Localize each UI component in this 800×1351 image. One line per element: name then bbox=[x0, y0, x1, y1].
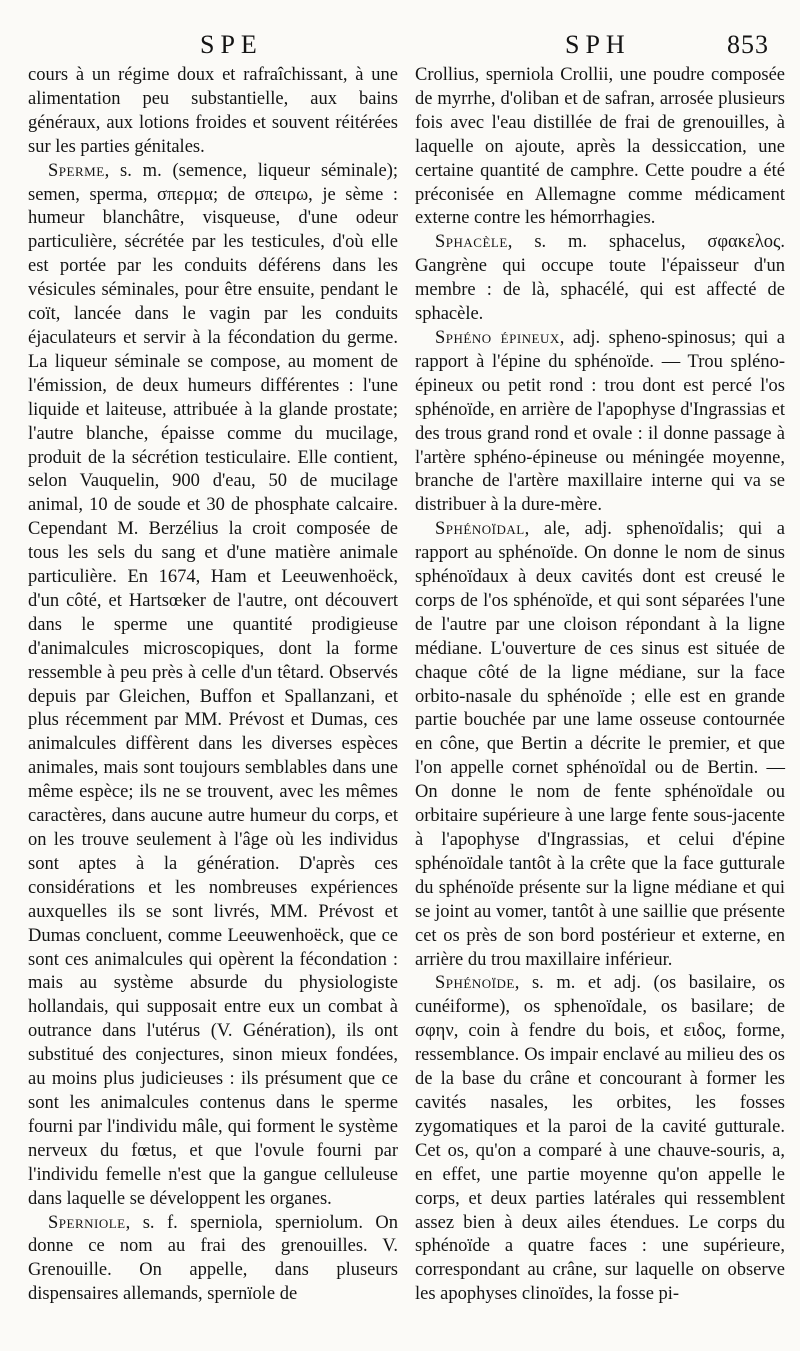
entry-continuation: cours à un régime doux et rafraîchissant, à une alimentation peu substantielle, aux bains généraux, aux lotions froides et souvent réitérées sur les parties génitales. bbox=[28, 65, 398, 157]
right-column bbox=[415, 64, 785, 1307]
headword: Sphacèle bbox=[435, 232, 508, 253]
left-column bbox=[28, 64, 398, 1307]
running-head-left: SPE bbox=[200, 30, 263, 59]
headword: Sphénoïde bbox=[435, 973, 515, 994]
running-head-right: SPH bbox=[565, 30, 631, 59]
headword: Sperme bbox=[48, 160, 105, 181]
entry-sphacele: Sphacèle, s. m. sphacelus, σφακελος. Gangrène qui occupe toute l'épaisseur d'un membre : de là, sphacélé, qui est affecté de sphacèle. bbox=[415, 232, 785, 325]
entry-sphenoide: Sphénoïde, s. m. et adj. (os basilaire, os cunéiforme), os sphenoïdale, os basilare; de σφην, coin à fendre du bois, et ειδος, forme, ressemblance. Os impair enclavé au milieu des os de la base du crâne et concourant à former les cavités nasales, les orbites, les fosses zygomatiques et la paroi de la cavité gutturale. Cet os, qu'on a comparé à une chauve-souris, a, en effet, une partie moyenne qu'on appelle le corps, et deux parties latérales qui ressemblent assez bien à deux ailes étendues. Le corps du sphénoïde a quatre faces : une supérieure, correspondant au crâne, sur laquelle on observe les apophyses clinoïdes, la fosse pi- bbox=[415, 973, 785, 1305]
headword: Sperniole bbox=[48, 1212, 126, 1233]
headword: Sphéno épineux bbox=[435, 327, 560, 348]
entry-sphenoidal: Sphénoïdal, ale, adj. sphenoïdalis; qui a rapport au sphénoïde. On donne le nom de sinus sphénoïdaux à deux cavités dont est creusé le corps de l'os sphénoïde, et qui sont séparées l'une de l'autre par une cloison répondant à la ligne médiane. L'ouverture de ces sinus est située de chaque côté de la ligne médiane, sur la face orbito-nasale du sphénoïde ; elle est en grande partie bouchée par une lame osseuse contournée en cône, que Bertin a décrite le premier, et que l'on appelle cornet sphénoïdal ou de Bertin. — On donne le nom de fente sphénoïdale ou orbitaire supérieure à une large fente sous-jacente à l'apophyse d'Ingrassias, et celui d'épine sphénoïdale tantôt à la crête que la face gutturale du sphénoïde présente sur la ligne médiane et qui se joint au vomer, tantôt à une saillie que présente cet os près de son bord postérieur et externe, en arrière du trou maxillaire inférieur. bbox=[415, 519, 785, 970]
entry-sperme: Sperme, s. m. (semence, liqueur séminale); semen, sperma, σπερμα; de σπειρω, je sème : humeur blanchâtre, visqueuse, d'une odeur particulière, sécrétée par les testicules, d'où elle est portée par les conduits déférens dans les vésicules séminales, pour être ensuite, pendant le coït, lancée dans le vagin par les conduits éjaculateurs et servir à la fécondation du germe. La liqueur séminale se compose, au moment de l'émission, de deux humeurs différentes : l'une liquide et laiteuse, attribuée à la glande prostate; l'autre blanche, épaisse comme du mucilage, produit de la sécrétion testiculaire. Elle contient, selon Vauquelin, 900 d'eau, 50 de mucilage animal, 10 de soude et 30 de phosphate calcaire. Cependant M. Berzélius la croit composée de tous les sels du sang et d'une matière animale particulière. En 1674, Ham et Leeuwenhoëck, d'un côté, et Hartsœker de l'autre, ont découvert dans le sperme une quantité prodigieuse d'animalcules microscopiques, dont la forme ressemble à peu près à celle d'un têtard. Observés depuis par Gleichen, Buffon et Spallanzani, et plus récemment par MM. Prévost et Dumas, ces animalcules diffèrent dans les diverses espèces animales, mais sont toujours semblables dans une même espèce; ils ne se trouvent, avec les mêmes caractères, dans aucune autre humeur du corps, et on les trouve seulement à l'âge où les individus sont aptes à la génération. D'après ces considérations et les nombreuses expériences auxquelles ils se sont livrés, MM. Prévost et Dumas concluent, comme Leeuwenhoëck, que ce sont ces animalcules qui opèrent la fécondation : mais au système absurde du physiologiste hollandais, qui supposait entre eux un combat à outrance dans l'utérus (V. Génération), ils ont substitué des conjectures, sinon mieux fondées, au moins plus judicieuses : ils présument que ce sont les animalcules contenus dans le sperme fourni par l'individu mâle, qui forment le système nerveux du fœtus, et que l'ovule fourni par l'individu femelle n'est que la gangue celluleuse dans laquelle se développent les organes. bbox=[28, 160, 398, 1209]
entry-continuation: Crollius, sperniola Crollii, une poudre composée de myrrhe, d'oliban et de safran, arrosée plusieurs fois avec l'eau distillée de frai de grenouilles, à laquelle on ajoute, après la dessiccation, une certaine quantité de camphre. Cette poudre a été préconisée en Allemagne comme médicament externe contre les hémorrhagies. bbox=[415, 65, 785, 229]
headword: Sphénoïdal bbox=[435, 519, 525, 540]
page-number: 853 bbox=[727, 30, 769, 59]
entry-sperniole: Sperniole, s. f. sperniola, sperniolum. On donne ce nom au frai des grenouilles. V. Grenouille. On appelle, dans pluseurs dispensaires allemands, spernïole de bbox=[28, 1212, 398, 1305]
entry-spheno-epineux: Sphéno épineux, adj. spheno-spinosus; qui a rapport à l'épine du sphénoïde. — Trou spléno-épineux ou petit rond : trou dont est percé l'os sphénoïde, en arrière de l'apophyse d'Ingrassias et des trous grand rond et ovale : il donne passage à l'artère sphéno-épineuse ou méningée moyenne, branche de l'artère maxillaire interne qui va se distribuer à la dure-mère. bbox=[415, 327, 786, 516]
